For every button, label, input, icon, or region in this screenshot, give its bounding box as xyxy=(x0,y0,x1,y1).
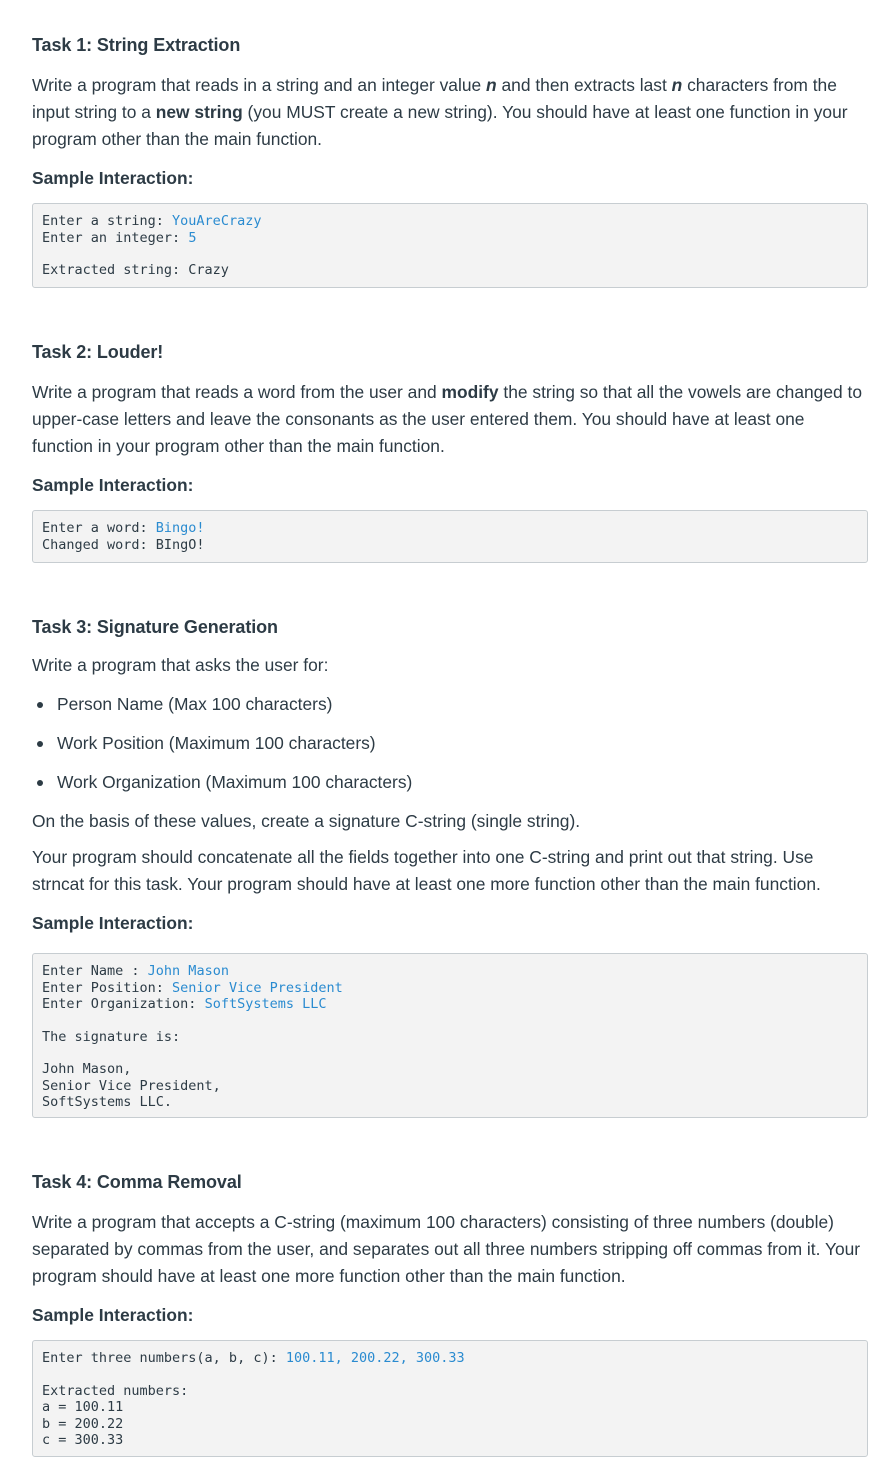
text: Write a program that reads in a string and an integer value xyxy=(32,75,487,95)
sample-interaction-label: Sample Interaction: xyxy=(32,1305,194,1325)
text: Write a program that reads a word from the user and xyxy=(32,382,442,402)
task-4 xyxy=(32,1171,870,1326)
code-line xyxy=(42,996,858,1013)
task-3-field-list xyxy=(32,693,870,793)
text: (you MUST create a new string). You should have at least one function in your program other than the main function. xyxy=(32,102,848,149)
code-line: John Mason, xyxy=(42,1061,132,1077)
task-3-basis: On the basis of these values, create a signature C-string (single string). xyxy=(32,811,581,831)
code-line: The signature is: xyxy=(42,1028,181,1045)
task-2-description xyxy=(32,379,870,460)
code-line xyxy=(42,980,858,997)
task-2-code-block xyxy=(32,510,868,563)
list-item: Work Organization (Maximum 100 characters) xyxy=(32,771,870,793)
list-item: Work Position (Maximum 100 characters) xyxy=(32,732,870,754)
prompt: Enter three numbers(a, b, c): xyxy=(42,1350,286,1366)
task-3 xyxy=(32,616,870,934)
prompt: Enter Position: xyxy=(42,979,173,996)
prompt: Enter Name : xyxy=(42,963,148,979)
user-input: Senior Vice President xyxy=(172,979,343,996)
code-line xyxy=(42,520,858,537)
task-4-code-block xyxy=(32,1340,868,1457)
var-n: n xyxy=(671,75,683,95)
code-line: a = 100.11 xyxy=(42,1399,124,1415)
code-line xyxy=(42,963,858,980)
user-input: YouAreCrazy xyxy=(172,213,262,229)
task-4-title: Task 4: Comma Removal xyxy=(32,1172,242,1192)
code-line: Extracted numbers: xyxy=(42,1382,189,1399)
task-2 xyxy=(32,341,870,496)
task-1 xyxy=(32,34,870,189)
list-item: Person Name (Max 100 characters) xyxy=(32,693,870,715)
task-2-title: Task 2: Louder! xyxy=(32,342,164,362)
user-input: 5 xyxy=(188,229,197,246)
task-3-title: Task 3: Signature Generation xyxy=(32,617,278,637)
prompt: Enter a string: xyxy=(42,213,173,229)
task-3-code-block xyxy=(32,953,868,1118)
task-1-description xyxy=(32,72,870,153)
text: the string so that all the vowels are changed to upper-case letters and leave the consonants as the user entered them. You should have at least one function in your program other than the main function. xyxy=(32,382,863,456)
code-line: b = 200.22 xyxy=(42,1415,124,1432)
prompt: Enter Organization: xyxy=(42,996,205,1012)
user-input: SoftSystems LLC xyxy=(204,996,327,1012)
code-line: Changed word: BIngO! xyxy=(42,536,205,553)
task-1-code-block xyxy=(32,203,868,288)
task-3-concat: Your program should concatenate all the fields together into one C-string and print out that string. Use strncat for this task. Your program should have at least one more function other than the main function. xyxy=(32,847,821,894)
code-line: SoftSystems LLC. xyxy=(42,1094,173,1110)
task-3-intro: Write a program that asks the user for: xyxy=(32,655,329,675)
code-line: c = 300.33 xyxy=(42,1432,124,1448)
text: and then extracts last xyxy=(496,75,672,95)
code-line: Senior Vice President, xyxy=(42,1077,221,1094)
bold-new-string: new string xyxy=(155,102,243,122)
text: characters from the input string to a xyxy=(32,75,837,122)
code-line xyxy=(42,230,858,247)
bold-modify: modify xyxy=(441,382,499,402)
sample-interaction-label: Sample Interaction: xyxy=(32,168,194,188)
task-1-title: Task 1: String Extraction xyxy=(32,35,241,55)
sample-interaction-label: Sample Interaction: xyxy=(32,475,194,495)
sample-interaction-label: Sample Interaction: xyxy=(32,913,194,933)
code-line xyxy=(42,213,858,230)
user-input: 100.11, 200.22, 300.33 xyxy=(285,1350,465,1366)
prompt: Enter an integer: xyxy=(42,229,189,246)
var-n: n xyxy=(486,75,497,95)
code-line: Extracted string: Crazy xyxy=(42,262,229,278)
prompt: Enter a word: xyxy=(42,520,156,536)
code-line xyxy=(42,1350,858,1367)
task-4-description: Write a program that accepts a C-string (maximum 100 characters) consisting of three numbers (double) separated by commas from the user, and separates out all three numbers stripping off commas from it. Your program should have at least one more function other than the main function. xyxy=(32,1212,861,1286)
user-input: Bingo! xyxy=(155,520,205,536)
user-input: John Mason xyxy=(147,963,229,979)
